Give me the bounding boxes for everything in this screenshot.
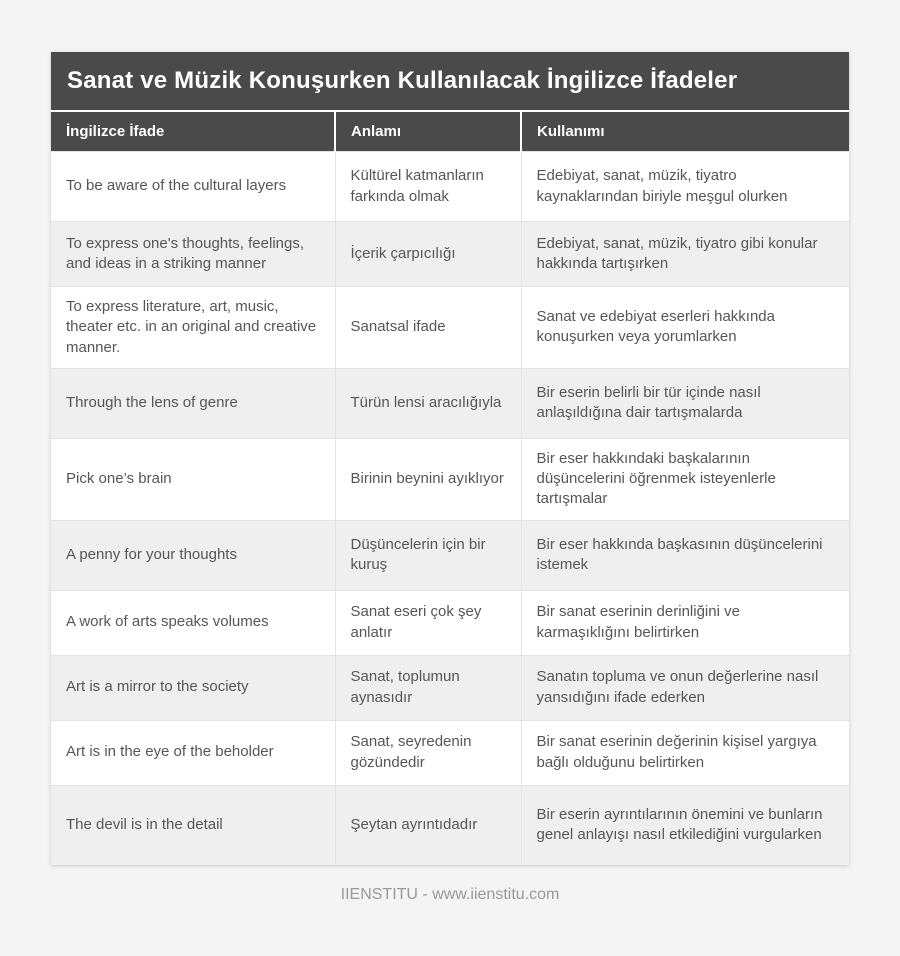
english-phrase-cell: The devil is in the detail	[51, 785, 335, 865]
table-row	[51, 368, 849, 438]
page-title: Sanat ve Müzik Konuşurken Kullanılacak İngilizce İfadeler	[51, 52, 849, 112]
english-phrase-cell: Art is a mirror to the society	[51, 655, 335, 720]
meaning-cell: Şeytan ayrıntıdadır	[335, 785, 521, 865]
table-card	[51, 52, 849, 865]
col-header-english-phrase: İngilizce İfade	[51, 112, 335, 152]
usage-cell: Bir eser hakkında başkasının düşüncelerini istemek	[521, 520, 849, 590]
meaning-cell: Türün lensi aracılığıyla	[335, 368, 521, 438]
english-phrase-cell: Through the lens of genre	[51, 368, 335, 438]
usage-cell: Edebiyat, sanat, müzik, tiyatro gibi konular hakkında tartışırken	[521, 222, 849, 287]
english-phrase-cell: Art is in the eye of the beholder	[51, 720, 335, 785]
meaning-cell: Düşüncelerin için bir kuruş	[335, 520, 521, 590]
usage-cell: Bir eserin ayrıntılarının önemini ve bunların genel anlayışı nasıl etkilediğini vurgularken	[521, 785, 849, 865]
english-phrase-cell: To express one's thoughts, feelings, and ideas in a striking manner	[51, 222, 335, 287]
meaning-cell: Sanat, seyredenin gözündedir	[335, 720, 521, 785]
table-row	[51, 520, 849, 590]
table-row	[51, 152, 849, 222]
usage-cell: Bir eser hakkındaki başkalarının düşüncelerini öğrenmek isteyenlerle tartışmalar	[521, 438, 849, 520]
usage-cell: Sanatın topluma ve onun değerlerine nasıl yansıdığını ifade ederken	[521, 655, 849, 720]
col-header-meaning: Anlamı	[335, 112, 521, 152]
table-row	[51, 287, 849, 369]
english-phrase-cell: To express literature, art, music, theater etc. in an original and creative manner.	[51, 287, 335, 369]
usage-cell: Bir sanat eserinin değerinin kişisel yargıya bağlı olduğunu belirtirken	[521, 720, 849, 785]
phrases-table	[51, 112, 849, 865]
col-header-usage: Kullanımı	[521, 112, 849, 152]
meaning-cell: Birinin beynini ayıklıyor	[335, 438, 521, 520]
table-row	[51, 655, 849, 720]
table-row	[51, 785, 849, 865]
english-phrase-cell: To be aware of the cultural layers	[51, 152, 335, 222]
table-row	[51, 720, 849, 785]
usage-cell: Bir sanat eserinin derinliğini ve karmaşıklığını belirtirken	[521, 590, 849, 655]
table-header-row	[51, 112, 849, 152]
english-phrase-cell: A penny for your thoughts	[51, 520, 335, 590]
usage-cell: Bir eserin belirli bir tür içinde nasıl anlaşıldığına dair tartışmalarda	[521, 368, 849, 438]
meaning-cell: Sanatsal ifade	[335, 287, 521, 369]
usage-cell: Edebiyat, sanat, müzik, tiyatro kaynaklarından biriyle meşgul olurken	[521, 152, 849, 222]
table-row	[51, 590, 849, 655]
meaning-cell: Sanat, toplumun aynasıdır	[335, 655, 521, 720]
english-phrase-cell: A work of arts speaks volumes	[51, 590, 335, 655]
table-row	[51, 438, 849, 520]
footer-branding: IIENSTITU - www.iienstitu.com	[340, 886, 560, 903]
usage-cell: Sanat ve edebiyat eserleri hakkında konuşurken veya yorumlarken	[521, 287, 849, 369]
table-row	[51, 222, 849, 287]
meaning-cell: Kültürel katmanların farkında olmak	[335, 152, 521, 222]
english-phrase-cell: Pick one’s brain	[51, 438, 335, 520]
meaning-cell: Sanat eseri çok şey anlatır	[335, 590, 521, 655]
meaning-cell: İçerik çarpıcılığı	[335, 222, 521, 287]
